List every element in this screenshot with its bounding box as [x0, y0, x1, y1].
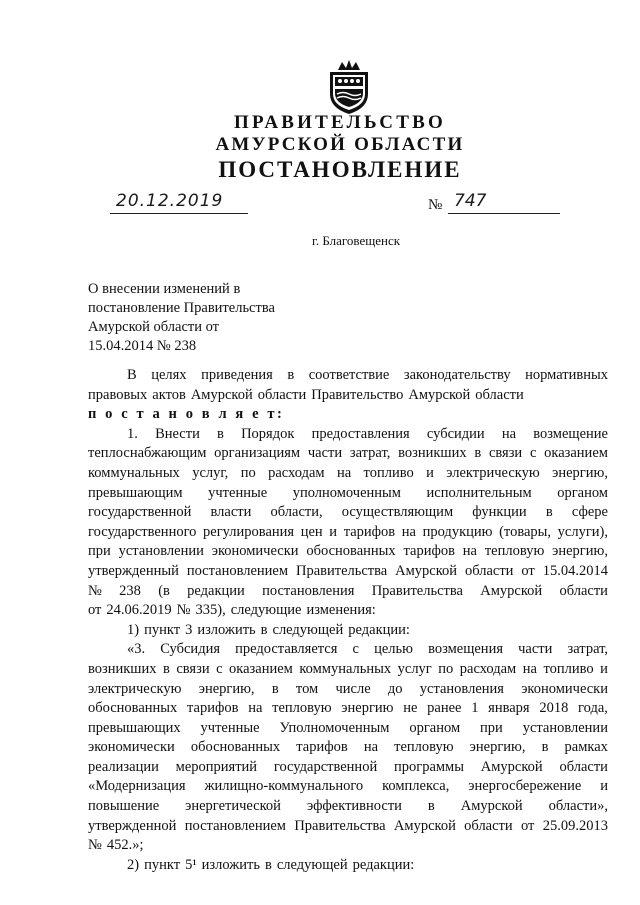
body-line: теплоснабжающим организациям части затрат, возникших в связи с оказанием: [88, 445, 608, 462]
body-line: утвержденный постановлением Правительства Амурской области от 15.04.2014: [88, 562, 608, 579]
body-line: «3. Субсидия предоставляется с целью возмещения части затрат,: [127, 641, 608, 658]
subject-line: О внесении изменений в: [88, 281, 241, 297]
body-line: «Модернизация жилищно-коммунального комплекса, энергосбережение и: [88, 778, 608, 795]
document-body: [88, 366, 608, 875]
body-line: п о с т а н о в л я е т:: [88, 406, 285, 423]
document-type-title: ПОСТАНОВЛЕНИЕ: [218, 157, 462, 182]
body-line: реализации мероприятий государственной программы Амурской области: [88, 758, 608, 775]
body-line: возникших в связи с оказанием коммунальных услуг по расходам на топливо и: [88, 660, 608, 677]
subject-line: Амурской области от: [88, 319, 220, 335]
body-line: № 452.»;: [88, 837, 144, 854]
body-line: № 238 (в редакции постановления Правительства Амурской области: [88, 582, 608, 599]
subject-line: постановление Правительства: [88, 300, 275, 316]
body-line: 2) пункт 5¹ изложить в следующей редакции:: [127, 856, 415, 873]
body-line: 1. Внести в Порядок предоставления субсидии на возмещение: [127, 425, 608, 442]
body-line: В целях приведения в соответствие законодательству нормативных: [127, 367, 608, 383]
body-line: государственной власти области, осуществляющим функции в сфере: [88, 504, 608, 521]
document-number: 747: [448, 191, 560, 214]
body-line: электрическую энергию, в том числе до установления экономически: [88, 680, 608, 697]
coat-of-arms-emblem: [324, 58, 374, 116]
body-line: экономически обоснованных тарифов на тепловую энергию, в рамках: [88, 739, 608, 756]
body-line: 1) пункт 3 изложить в следующей редакции:: [127, 621, 410, 638]
government-name-line1: ПРАВИТЕЛЬСТВО: [234, 112, 446, 133]
document-subject: [88, 280, 348, 356]
body-line: повышение энергетической эффективности в Амурской области»,: [88, 798, 608, 815]
body-line: превышающим учтенные уполномоченным исполнительным органом: [88, 484, 608, 501]
body-line: обоснованных тарифов на тепловую энергию не ранее 1 января 2018 года,: [88, 700, 608, 717]
subject-line: 15.04.2014 № 238: [88, 338, 197, 354]
body-line: правовых актов Амурской области Правительство Амурской области: [88, 386, 524, 403]
body-line: превышающих учтенные Уполномоченным органом при установлении: [88, 719, 608, 736]
city-name: г. Благовещенск: [311, 233, 401, 248]
government-name-line2: АМУРСКОЙ ОБЛАСТИ: [215, 134, 465, 155]
body-line: утвержденной постановлением Правительства Амурской области от 25.09.2013: [88, 817, 608, 834]
body-line: при установлении экономически обоснованных тарифов на тепловую энергию,: [88, 543, 608, 560]
number-label: №: [428, 197, 443, 213]
body-line: государственного регулирования цен и тарифов на продукцию (товары, услуги),: [88, 523, 608, 540]
document-date: 20.12.2019: [110, 191, 248, 214]
body-line: коммунальных услуг, по расходам на топливо и электрическую энергию,: [88, 464, 608, 481]
body-line: от 24.06.2019 № 335), следующие изменения:: [88, 602, 376, 619]
